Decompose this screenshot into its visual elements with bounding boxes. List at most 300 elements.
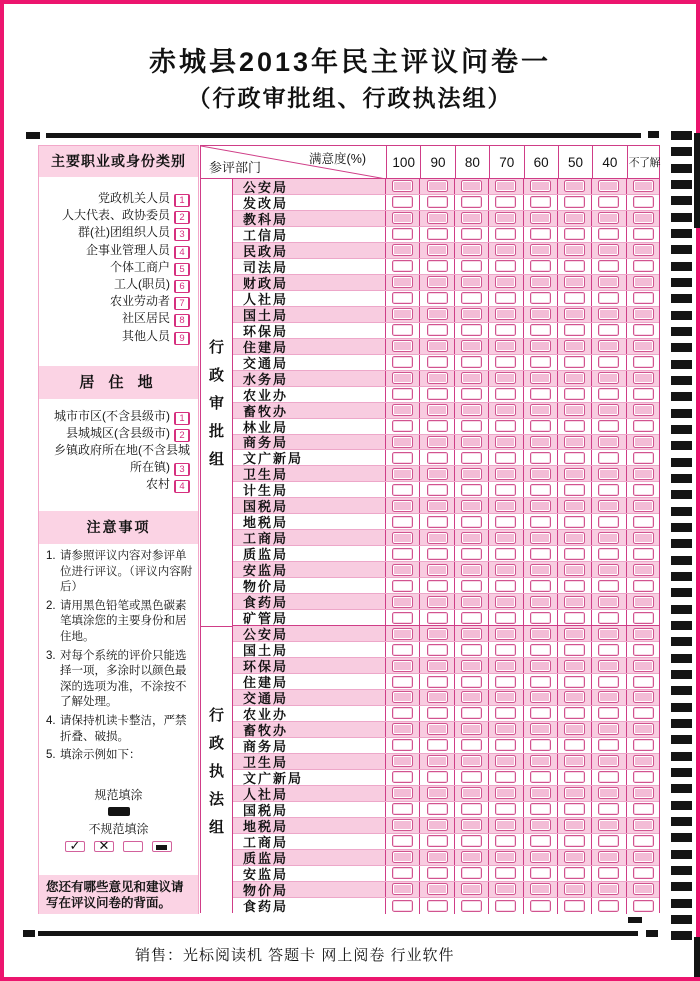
mark-bubble[interactable] <box>530 739 551 751</box>
mark-bubble[interactable] <box>598 484 619 496</box>
mark-bubble[interactable] <box>461 388 482 400</box>
mark-bubble[interactable] <box>427 244 448 256</box>
mark-bubble[interactable] <box>598 452 619 464</box>
mark-bubble[interactable] <box>564 548 585 560</box>
mark-bubble[interactable] <box>495 564 516 576</box>
mark-bubble[interactable] <box>564 580 585 592</box>
mark-bubble[interactable] <box>633 548 654 560</box>
mark-bubble[interactable] <box>530 867 551 879</box>
mark-bubble[interactable] <box>530 436 551 448</box>
mark-bubble[interactable] <box>530 851 551 863</box>
mark-bubble[interactable] <box>598 292 619 304</box>
mark-bubble[interactable] <box>495 612 516 624</box>
mark-bubble[interactable] <box>461 723 482 735</box>
mark-bubble[interactable] <box>392 660 413 672</box>
mark-bubble[interactable] <box>461 244 482 256</box>
mark-bubble[interactable] <box>564 340 585 352</box>
mark-bubble[interactable] <box>530 276 551 288</box>
mark-bubble[interactable] <box>633 436 654 448</box>
mark-bubble[interactable] <box>392 723 413 735</box>
mark-bubble[interactable] <box>495 260 516 272</box>
mark-bubble[interactable] <box>427 404 448 416</box>
mark-bubble[interactable] <box>530 244 551 256</box>
mark-bubble[interactable] <box>564 452 585 464</box>
mark-bubble[interactable] <box>530 691 551 703</box>
mark-bubble[interactable] <box>564 883 585 895</box>
mark-bubble[interactable] <box>564 484 585 496</box>
mark-bubble[interactable] <box>427 787 448 799</box>
mark-bubble[interactable] <box>564 196 585 208</box>
mark-bubble[interactable] <box>427 548 448 560</box>
mark-bubble[interactable] <box>564 468 585 480</box>
mark-bubble[interactable] <box>530 500 551 512</box>
mark-bubble[interactable] <box>495 468 516 480</box>
mark-bubble[interactable] <box>461 484 482 496</box>
mark-bubble[interactable] <box>392 628 413 640</box>
mark-bubble[interactable] <box>427 228 448 240</box>
mark-bubble[interactable] <box>633 676 654 688</box>
mark-bubble[interactable] <box>392 803 413 815</box>
mark-bubble[interactable] <box>461 644 482 656</box>
mark-bubble[interactable] <box>633 260 654 272</box>
mark-bubble[interactable] <box>461 739 482 751</box>
mark-bubble[interactable] <box>392 851 413 863</box>
mark-bubble[interactable] <box>392 356 413 368</box>
mark-bubble[interactable] <box>427 356 448 368</box>
mark-bubble[interactable] <box>633 500 654 512</box>
mark-bubble[interactable] <box>633 180 654 192</box>
mark-bubble[interactable] <box>530 580 551 592</box>
mark-bubble[interactable] <box>633 356 654 368</box>
mark-bubble[interactable] <box>633 484 654 496</box>
mark-bubble[interactable] <box>495 803 516 815</box>
mark-bubble[interactable] <box>598 324 619 336</box>
mark-bubble[interactable] <box>461 260 482 272</box>
mark-bubble[interactable] <box>598 548 619 560</box>
mark-bubble[interactable] <box>598 244 619 256</box>
mark-bubble[interactable] <box>461 180 482 192</box>
mark-box[interactable]: 5 <box>174 263 190 276</box>
mark-bubble[interactable] <box>598 771 619 783</box>
mark-bubble[interactable] <box>427 500 448 512</box>
mark-bubble[interactable] <box>633 707 654 719</box>
mark-bubble[interactable] <box>598 308 619 320</box>
mark-bubble[interactable] <box>495 500 516 512</box>
mark-bubble[interactable] <box>564 564 585 576</box>
mark-bubble[interactable] <box>495 356 516 368</box>
mark-bubble[interactable] <box>427 452 448 464</box>
mark-bubble[interactable] <box>633 612 654 624</box>
mark-box[interactable]: 9 <box>174 332 190 345</box>
mark-box[interactable]: 3 <box>174 228 190 241</box>
mark-bubble[interactable] <box>530 883 551 895</box>
mark-bubble[interactable] <box>461 835 482 847</box>
mark-bubble[interactable] <box>564 628 585 640</box>
mark-bubble[interactable] <box>633 867 654 879</box>
mark-bubble[interactable] <box>461 548 482 560</box>
mark-box[interactable]: 8 <box>174 314 190 327</box>
mark-bubble[interactable] <box>392 404 413 416</box>
mark-bubble[interactable] <box>461 596 482 608</box>
mark-bubble[interactable] <box>427 196 448 208</box>
mark-bubble[interactable] <box>633 244 654 256</box>
mark-bubble[interactable] <box>427 900 448 912</box>
mark-bubble[interactable] <box>598 883 619 895</box>
mark-bubble[interactable] <box>461 883 482 895</box>
mark-bubble[interactable] <box>461 787 482 799</box>
mark-bubble[interactable] <box>392 276 413 288</box>
mark-bubble[interactable] <box>530 292 551 304</box>
mark-bubble[interactable] <box>598 196 619 208</box>
mark-bubble[interactable] <box>392 691 413 703</box>
mark-bubble[interactable] <box>461 436 482 448</box>
mark-bubble[interactable] <box>427 723 448 735</box>
mark-bubble[interactable] <box>461 628 482 640</box>
mark-bubble[interactable] <box>564 723 585 735</box>
mark-bubble[interactable] <box>530 308 551 320</box>
mark-bubble[interactable] <box>598 564 619 576</box>
mark-bubble[interactable] <box>392 532 413 544</box>
mark-bubble[interactable] <box>495 660 516 672</box>
mark-bubble[interactable] <box>495 580 516 592</box>
mark-bubble[interactable] <box>564 900 585 912</box>
mark-bubble[interactable] <box>461 500 482 512</box>
mark-bubble[interactable] <box>530 228 551 240</box>
mark-bubble[interactable] <box>392 292 413 304</box>
mark-bubble[interactable] <box>461 612 482 624</box>
mark-bubble[interactable] <box>495 596 516 608</box>
mark-bubble[interactable] <box>495 723 516 735</box>
mark-bubble[interactable] <box>392 739 413 751</box>
mark-bubble[interactable] <box>427 340 448 352</box>
mark-bubble[interactable] <box>598 867 619 879</box>
mark-bubble[interactable] <box>495 308 516 320</box>
mark-bubble[interactable] <box>564 420 585 432</box>
mark-bubble[interactable] <box>495 196 516 208</box>
mark-bubble[interactable] <box>598 723 619 735</box>
mark-bubble[interactable] <box>530 723 551 735</box>
mark-bubble[interactable] <box>495 324 516 336</box>
mark-bubble[interactable] <box>564 660 585 672</box>
mark-bubble[interactable] <box>427 755 448 767</box>
mark-bubble[interactable] <box>633 372 654 384</box>
mark-bubble[interactable] <box>564 500 585 512</box>
mark-bubble[interactable] <box>392 436 413 448</box>
mark-bubble[interactable] <box>461 803 482 815</box>
mark-bubble[interactable] <box>564 276 585 288</box>
mark-bubble[interactable] <box>427 388 448 400</box>
mark-bubble[interactable] <box>495 340 516 352</box>
mark-bubble[interactable] <box>530 180 551 192</box>
mark-bubble[interactable] <box>633 404 654 416</box>
mark-bubble[interactable] <box>461 867 482 879</box>
mark-bubble[interactable] <box>633 819 654 831</box>
mark-bubble[interactable] <box>427 276 448 288</box>
mark-bubble[interactable] <box>461 755 482 767</box>
mark-bubble[interactable] <box>392 835 413 847</box>
mark-bubble[interactable] <box>530 755 551 767</box>
mark-bubble[interactable] <box>427 691 448 703</box>
mark-bubble[interactable] <box>633 340 654 352</box>
mark-bubble[interactable] <box>598 356 619 368</box>
mark-bubble[interactable] <box>598 420 619 432</box>
mark-bubble[interactable] <box>461 660 482 672</box>
mark-bubble[interactable] <box>392 580 413 592</box>
mark-bubble[interactable] <box>461 691 482 703</box>
mark-bubble[interactable] <box>392 340 413 352</box>
mark-bubble[interactable] <box>427 580 448 592</box>
mark-bubble[interactable] <box>461 340 482 352</box>
mark-bubble[interactable] <box>530 532 551 544</box>
mark-bubble[interactable] <box>564 787 585 799</box>
mark-bubble[interactable] <box>495 691 516 703</box>
mark-bubble[interactable] <box>427 739 448 751</box>
mark-bubble[interactable] <box>427 212 448 224</box>
mark-bubble[interactable] <box>633 660 654 672</box>
mark-bubble[interactable] <box>495 372 516 384</box>
mark-bubble[interactable] <box>598 691 619 703</box>
mark-bubble[interactable] <box>427 180 448 192</box>
mark-box[interactable]: 1 <box>174 194 190 207</box>
mark-bubble[interactable] <box>598 212 619 224</box>
mark-bubble[interactable] <box>564 771 585 783</box>
mark-box[interactable]: 7 <box>174 297 190 310</box>
mark-bubble[interactable] <box>564 532 585 544</box>
mark-bubble[interactable] <box>427 372 448 384</box>
mark-bubble[interactable] <box>427 324 448 336</box>
mark-bubble[interactable] <box>564 180 585 192</box>
mark-bubble[interactable] <box>633 787 654 799</box>
mark-bubble[interactable] <box>530 644 551 656</box>
mark-bubble[interactable] <box>392 771 413 783</box>
mark-bubble[interactable] <box>427 819 448 831</box>
mark-bubble[interactable] <box>392 452 413 464</box>
mark-bubble[interactable] <box>392 484 413 496</box>
mark-bubble[interactable] <box>392 388 413 400</box>
mark-bubble[interactable] <box>495 787 516 799</box>
mark-bubble[interactable] <box>633 420 654 432</box>
mark-bubble[interactable] <box>633 835 654 847</box>
mark-bubble[interactable] <box>598 340 619 352</box>
mark-bubble[interactable] <box>530 484 551 496</box>
mark-bubble[interactable] <box>495 707 516 719</box>
mark-bubble[interactable] <box>598 644 619 656</box>
mark-bubble[interactable] <box>461 564 482 576</box>
mark-bubble[interactable] <box>427 260 448 272</box>
mark-bubble[interactable] <box>598 803 619 815</box>
mark-bubble[interactable] <box>598 739 619 751</box>
mark-bubble[interactable] <box>633 755 654 767</box>
mark-bubble[interactable] <box>633 739 654 751</box>
mark-bubble[interactable] <box>427 436 448 448</box>
mark-bubble[interactable] <box>427 308 448 320</box>
mark-bubble[interactable] <box>461 900 482 912</box>
mark-bubble[interactable] <box>392 644 413 656</box>
mark-bubble[interactable] <box>392 468 413 480</box>
mark-bubble[interactable] <box>633 532 654 544</box>
mark-bubble[interactable] <box>495 819 516 831</box>
mark-bubble[interactable] <box>392 755 413 767</box>
mark-bubble[interactable] <box>530 628 551 640</box>
mark-bubble[interactable] <box>461 356 482 368</box>
mark-bubble[interactable] <box>530 803 551 815</box>
mark-bubble[interactable] <box>564 819 585 831</box>
mark-bubble[interactable] <box>392 707 413 719</box>
mark-bubble[interactable] <box>495 452 516 464</box>
mark-bubble[interactable] <box>564 228 585 240</box>
mark-bubble[interactable] <box>427 532 448 544</box>
mark-bubble[interactable] <box>598 835 619 847</box>
mark-bubble[interactable] <box>392 676 413 688</box>
mark-bubble[interactable] <box>564 755 585 767</box>
mark-bubble[interactable] <box>530 612 551 624</box>
mark-bubble[interactable] <box>564 739 585 751</box>
mark-bubble[interactable] <box>427 771 448 783</box>
mark-bubble[interactable] <box>495 244 516 256</box>
mark-bubble[interactable] <box>633 580 654 592</box>
mark-bubble[interactable] <box>564 372 585 384</box>
mark-bubble[interactable] <box>633 292 654 304</box>
mark-bubble[interactable] <box>495 900 516 912</box>
mark-bubble[interactable] <box>461 228 482 240</box>
mark-bubble[interactable] <box>633 468 654 480</box>
mark-bubble[interactable] <box>633 276 654 288</box>
mark-bubble[interactable] <box>598 596 619 608</box>
mark-bubble[interactable] <box>495 228 516 240</box>
mark-bubble[interactable] <box>598 707 619 719</box>
mark-bubble[interactable] <box>598 228 619 240</box>
mark-box[interactable]: 4 <box>174 246 190 259</box>
mark-bubble[interactable] <box>427 660 448 672</box>
mark-bubble[interactable] <box>495 212 516 224</box>
mark-bubble[interactable] <box>495 883 516 895</box>
mark-bubble[interactable] <box>461 404 482 416</box>
mark-bubble[interactable] <box>495 835 516 847</box>
mark-bubble[interactable] <box>564 596 585 608</box>
mark-bubble[interactable] <box>461 532 482 544</box>
mark-bubble[interactable] <box>598 516 619 528</box>
mark-bubble[interactable] <box>633 883 654 895</box>
mark-bubble[interactable] <box>461 324 482 336</box>
mark-bubble[interactable] <box>633 388 654 400</box>
mark-bubble[interactable] <box>598 612 619 624</box>
mark-bubble[interactable] <box>427 516 448 528</box>
mark-bubble[interactable] <box>598 819 619 831</box>
mark-bubble[interactable] <box>564 292 585 304</box>
mark-bubble[interactable] <box>495 628 516 640</box>
mark-bubble[interactable] <box>495 388 516 400</box>
mark-bubble[interactable] <box>598 388 619 400</box>
mark-bubble[interactable] <box>564 676 585 688</box>
mark-bubble[interactable] <box>530 787 551 799</box>
mark-bubble[interactable] <box>495 867 516 879</box>
mark-bubble[interactable] <box>392 500 413 512</box>
mark-bubble[interactable] <box>598 276 619 288</box>
mark-bubble[interactable] <box>427 628 448 640</box>
mark-bubble[interactable] <box>392 516 413 528</box>
mark-bubble[interactable] <box>461 819 482 831</box>
mark-bubble[interactable] <box>495 484 516 496</box>
mark-bubble[interactable] <box>461 771 482 783</box>
mark-bubble[interactable] <box>530 548 551 560</box>
mark-bubble[interactable] <box>461 420 482 432</box>
mark-bubble[interactable] <box>392 196 413 208</box>
mark-bubble[interactable] <box>564 404 585 416</box>
mark-bubble[interactable] <box>633 228 654 240</box>
mark-bubble[interactable] <box>427 707 448 719</box>
mark-bubble[interactable] <box>392 372 413 384</box>
mark-bubble[interactable] <box>427 468 448 480</box>
mark-bubble[interactable] <box>530 260 551 272</box>
mark-bubble[interactable] <box>598 404 619 416</box>
mark-bubble[interactable] <box>530 212 551 224</box>
mark-bubble[interactable] <box>495 755 516 767</box>
mark-bubble[interactable] <box>495 180 516 192</box>
mark-bubble[interactable] <box>564 388 585 400</box>
mark-bubble[interactable] <box>564 612 585 624</box>
mark-bubble[interactable] <box>564 212 585 224</box>
mark-bubble[interactable] <box>633 324 654 336</box>
mark-bubble[interactable] <box>427 867 448 879</box>
mark-bubble[interactable] <box>633 628 654 640</box>
mark-bubble[interactable] <box>598 580 619 592</box>
mark-box[interactable]: 1 <box>174 412 190 425</box>
mark-bubble[interactable] <box>495 644 516 656</box>
mark-bubble[interactable] <box>530 388 551 400</box>
mark-bubble[interactable] <box>633 803 654 815</box>
mark-bubble[interactable] <box>392 612 413 624</box>
mark-bubble[interactable] <box>461 851 482 863</box>
mark-bubble[interactable] <box>530 452 551 464</box>
mark-bubble[interactable] <box>564 835 585 847</box>
mark-bubble[interactable] <box>495 851 516 863</box>
mark-bubble[interactable] <box>427 883 448 895</box>
mark-bubble[interactable] <box>427 596 448 608</box>
mark-bubble[interactable] <box>461 707 482 719</box>
mark-bubble[interactable] <box>427 612 448 624</box>
mark-bubble[interactable] <box>598 676 619 688</box>
mark-bubble[interactable] <box>564 803 585 815</box>
mark-bubble[interactable] <box>495 420 516 432</box>
mark-bubble[interactable] <box>461 676 482 688</box>
mark-bubble[interactable] <box>392 596 413 608</box>
mark-bubble[interactable] <box>530 835 551 847</box>
mark-bubble[interactable] <box>530 660 551 672</box>
mark-box[interactable]: 2 <box>174 429 190 442</box>
mark-bubble[interactable] <box>461 308 482 320</box>
mark-bubble[interactable] <box>495 739 516 751</box>
mark-bubble[interactable] <box>530 596 551 608</box>
mark-bubble[interactable] <box>564 867 585 879</box>
mark-bubble[interactable] <box>530 196 551 208</box>
mark-bubble[interactable] <box>461 452 482 464</box>
mark-bubble[interactable] <box>530 324 551 336</box>
mark-bubble[interactable] <box>530 516 551 528</box>
mark-bubble[interactable] <box>427 851 448 863</box>
mark-box[interactable]: 6 <box>174 280 190 293</box>
mark-bubble[interactable] <box>598 660 619 672</box>
mark-bubble[interactable] <box>530 420 551 432</box>
mark-bubble[interactable] <box>427 644 448 656</box>
mark-bubble[interactable] <box>633 771 654 783</box>
mark-bubble[interactable] <box>598 260 619 272</box>
mark-bubble[interactable] <box>564 436 585 448</box>
mark-bubble[interactable] <box>427 835 448 847</box>
mark-bubble[interactable] <box>530 707 551 719</box>
mark-box[interactable]: 4 <box>174 480 190 493</box>
mark-bubble[interactable] <box>633 900 654 912</box>
mark-bubble[interactable] <box>633 212 654 224</box>
